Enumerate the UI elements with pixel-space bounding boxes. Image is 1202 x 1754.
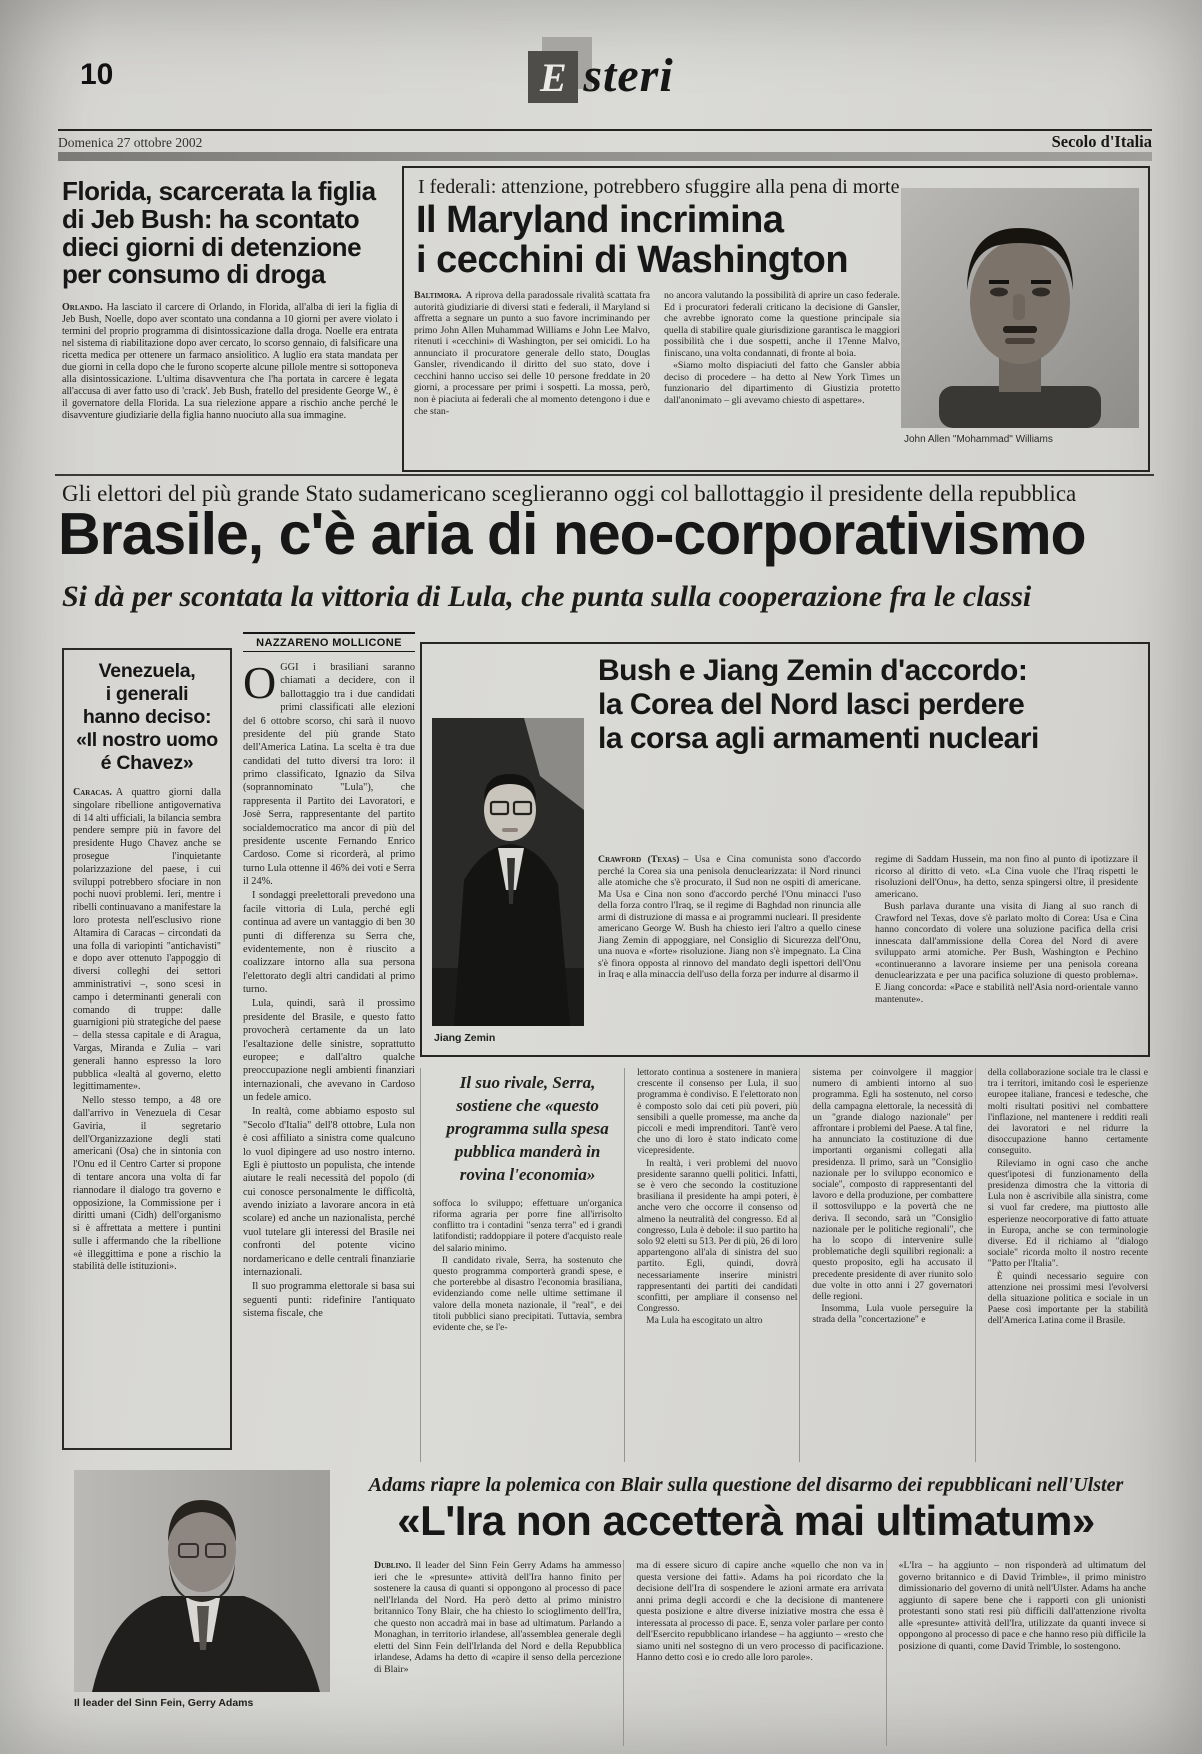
venezuela-headline: Venezuela, i generali hanno deciso: «Il nostro uomo é Chavez» bbox=[76, 660, 218, 774]
newspaper-name: Secolo d'Italia bbox=[1051, 132, 1152, 151]
ira-col-2: ma di essere sicuro di capire anche «quello che non va in questa versione dei fatti». Adams ha poi ricordato che la decisione dell'Ira di sospendere le azioni armate era arrivata anni prima degli accordi e che la decisione di mantenere questa posizione e altre diverse iniziative mostra che essa è interessata al processo di pace. E, senza voler parlare per conto dell'Esercito repubblicano irlandese – ha aggiunto – «resto che siamo uniti nel sostegno di un vero processo di pacificazione. Hanno detto così e io credo alle loro parole». bbox=[623, 1560, 885, 1746]
maryland-dateline: Baltimora. bbox=[414, 290, 462, 302]
ira-col-3: «L'Ira – ha aggiunto – non risponderà ad ultimatum del governo britannico e di David Trimble», il primo ministro dimissionario del governo di unità nell'Ulster. Adams ha anche aggiunto di sapere bene che i rapporti con gli unionisti protestanti sono stati resi più difficili dall'attenzione rivolta alle «presunte» attività dell'Ira, utilizzate da quanti invece si oppongono al processo di pace e che hanno reso più difficile la posizione di quanti, come David Trimble, lo sostengono. bbox=[886, 1560, 1148, 1746]
brasile-column-1 bbox=[243, 632, 415, 1460]
article-venezuela bbox=[62, 648, 232, 1450]
maryland-columns bbox=[414, 290, 900, 458]
byline: NAZZARENO MOLLICONE bbox=[243, 632, 415, 652]
brasile-col1-body: OGGI i brasiliani saranno chiamati a decidere, con il ballottaggio tra i due candidati primi classificati alle elezioni del 6 ottobre scorso, chi sarà il nuovo presidente del più grande Stato dell'America Latina. La scelta è tra due candidati del tutto diversi tra loro: il primo classificato, Ignazio da Silva (soprannominato "Lula"), che rappresenta il Partito dei Lavoratori, e Josè Serra, rappresentante del partito socialdemocratico ma ancor di più del presidente uscente Fernando Enrico Cardoso. Come si ricorderà, al primo turno Lula ottenne il 46% dei voti e Serra il 24%. I sondaggi preelettorali prevedono una facile vittoria di Lula, perché egli continua ad avere un vantaggio di ben 30 punti di differenza su Serra che, evidentemente, non è riuscito a coalizzare intorno alla sua persona l'elettorato degli altri candidati al primo turno. Lula, quindi, sarà il prossimo presidente del Brasile, e questo fatto provocherà certamente da un lato l'esaltazione delle sinistre, soprattutto europee; e dall'altro qualche preoccupazione negli ambienti finanziari internazionali, che avevano in Cardoso un fedele amico. In realtà, come abbiamo esposto sul "Secolo d'Italia" dell'8 ottobre, Lula non è così affiliato a sinistra come qualcuno lo vuol dipingere ad uso nostro interno. Egli è piuttosto un populista, che intende aiutare le reali necessità del popolo (di cui conosce personalmente le difficoltà, avendo iniziato a lavorare ancora in età scolare) ed anche un nazionalista, perché vuol tutelare gli interessi del Brasile nei confronti del potente vicino nordamericano e delle centrali finanziarie internazionali. Il suo programma elettorale si basa sui seguenti punti: ridefinire l'antiquato sistema fiscale, che bbox=[243, 661, 415, 1319]
section-title: steri bbox=[583, 49, 674, 102]
section-initial-logo: E bbox=[528, 51, 578, 103]
ira-col-1: Dublino. Il leader del Sinn Fein Gerry Adams ha ammesso ieri che le «presunte» attività dell'Ira hanno finito per sostenere la causa di quanti si oppongono al processo di pace nell'Irlanda del Nord. Ha però detto al primo ministro britannico Tony Blair, che ha chiesto lo scioglimento dell'Ira, che questo non accadrà mai in base ad ultimatum. Parlando a Monaghan, in territorio irlandese, all'assemblea generale degli eletti del Sinn Fein dell'Irlanda del Nord e della Repubblica irlandese, Adams ha detto di «capire il senso della percezione di Blair» bbox=[374, 1560, 622, 1675]
issue-date: Domenica 27 ottobre 2002 bbox=[58, 135, 203, 150]
brasile-band-col4: della collaborazione sociale tra le classi e tra i territori, imitando così le esperienze europee italiane, francesi e tedesche, che molti risultati positivi nel combattere l'inflazione, nel mantenere i redditi reali dei lavoratori e nel ridurre la disoccupazione hanno certamente conseguito. Rileviamo in ogni caso che anche quest'ipotesi di funzionamento della presidenza dimostra che la vittoria di Lula non è ascrivibile alla sinistra, come si vuol far credere, ma piuttosto alle esperienze neocorporative di fatto attuate in Europa, anche se con terminologie diverse. Ed il richiamo al "dialogo sociale" ricorda molto il nostro recente "Patto per l'Italia". È quindi necessario seguire con attenzione nei prossimi mesi l'evolversi della situazione politica e sociale in un Paese così importante per la stabilità dell'America Latina come il Brasile. bbox=[975, 1068, 1150, 1462]
pull-quote: Il suo rivale, Serra, sostiene che «questo programma sulla spesa pubblica manderà in rovina l'economia» bbox=[446, 1073, 609, 1184]
banner-rule bbox=[55, 474, 1154, 476]
ira-dateline: Dublino. bbox=[374, 1560, 412, 1571]
jiang-col-1: Crawford (Texas) – Usa e Cina comunista sono d'accordo perché la Corea sia una penisola denuclearizzata: il Nord rinunci alle atomiche che s'è procurato, il Sud non ne ospiti di americane. Ma Usa e Cina non sono d'accordo perché l'Onu minacci l'uso della forza contro l'Iraq, se il regime di Baghdad non rinuncia alle armi di distruzione di massa e ai programmi nucleari. Il presidente americano George W. Bush ha chiesto ieri l'altro a quello cinese Jiang Zemin di appoggiare, nel Consiglio di Sicurezza dell'Onu, una nuova e «forte» risoluzione. Jiang non s'è impegnato. La Cina s'è finora opposta al rinnovo del mandato degli ispettori dell'Onu in Iraq e alla minaccia dell'uso della forza per indurre al disarmo il bbox=[598, 854, 861, 981]
maryland-col-2: no ancora valutando la possibilità di aprire un caso federale. Ed i procuratori federali criticano la decisione di Gansler, che avrebbe ignorato come la questione principale sia quella di stabilire quale giurisdizione garantisca le maggiori possibilità che i due sospetti, anche il 17enne Malvo, finiscano, una volta condannati, di fronte al boia. «Siamo molto dispiaciuti del fatto che Gansler abbia deciso di procedere – ha detto al New York Times un funzionario del dipartimento di Giustizia protetto dall'anonimato – gli avevamo chiesto di aspettare». bbox=[664, 290, 900, 406]
brasile-lower-columns bbox=[420, 1068, 1150, 1462]
williams-mugshot-photo bbox=[901, 188, 1139, 428]
williams-photo-caption: John Allen "Mohammad" Williams bbox=[904, 434, 1053, 445]
header-daterow bbox=[58, 132, 1152, 152]
maryland-headline: Il Maryland incrimina i cecchini di Washington bbox=[416, 199, 849, 281]
brasile-headline: Brasile, c'è aria di neo-corporativismo bbox=[58, 501, 1086, 567]
jiang-zemin-photo bbox=[432, 718, 584, 1026]
brasile-pullquote-column bbox=[420, 1068, 624, 1462]
header-thick-rule bbox=[58, 152, 1152, 161]
florida-body: Orlando. Ha lasciato il carcere di Orlando, in Florida, all'alba di ieri la figlia di Jeb Bush, Noelle, dopo aver scontato una condanna a 10 giorni per avere violato i termini del proprio programma di disintossicazione dalla droga. Noelle era entrata nel sistema di riabilitazione dopo aver cercato, lo scorso gennaio, di falsificare una ricetta medica per ottenere un farmaco ansiolitico. A luglio era stata mandata per due giorni in cella dopo che le furono scoperte alcune pillole mentre si sottoponeva alla disintossicazione. L'ultima disavventura che l'ha portata in carcere è legata all'accusa di aver fatto uso di 'crack'. Jeb Bush, fratello del presidente George W., è il governatore della Florida. La sua rielezione appare a rischio anche perché le disavventure giudiziarie della figlia hanno nuociuto alla sua immagine. bbox=[62, 302, 398, 422]
adams-photo-caption: Il leader del Sinn Fein, Gerry Adams bbox=[74, 1697, 254, 1709]
jiang-headline: Bush e Jiang Zemin d'accordo: la Corea del Nord lasci perdere la corsa agli armamenti nucleari bbox=[598, 654, 1039, 756]
venezuela-body: Caracas. A quattro giorni dalla singolare ribellione antigovernativa di 14 alti ufficiali, la bilancia sembra pendere sempre più in favore del presidente Hugo Chavez anche se prosegue l'inquietante polarizzazione del paese, i cui sviluppi potrebbero sfociare in non pochi nuovi problemi. Ieri, mentre i ribelli continuavano a manifestare la loro protesta nell'esclusivo rione Altamira di Caracas – circondati da una folla di variopinti "antichavisti" e dopo aver ottenuto l'appoggio di diversi colleghi dei settori amministrativi –, sono scesi in campo i determinanti generali con comando di truppe: dalle guarnigioni più strategiche del paese – della stessa capitale e di Aragua, Vargas, Miranda e Zulia – vari generali hanno espresso la loro pubblica «lealtà al governo, eletto legittimamente». Nello stesso tempo, a 48 ore dall'arrivo in Venezuela di Cesar Gaviria, il segretario dell'Organizzazione degli stati americani (Osa) che in sintonia con l'Onu ed il Centro Carter si propone di tentare ancora una volta di far riannodare il dialogo tra governo e opposizione, la Commissione per i diritti umani (Cidh) dell'organismo si è affrettata a mettere i puntini sulle i affermando che la ribellione «è illeggittima e pone a rischio la stabilità delle istituzioni». bbox=[73, 787, 221, 1273]
ira-kicker: Adams riapre la polemica con Blair sulla questione del disarmo dei repubblicani nell'Ulster bbox=[368, 1474, 1124, 1496]
venezuela-dateline: Caracas. bbox=[73, 787, 112, 798]
ira-columns bbox=[362, 1560, 1148, 1746]
article-jiang-zemin bbox=[420, 642, 1150, 1057]
maryland-kicker: I federali: attenzione, potrebbero sfuggire alla pena di morte bbox=[418, 176, 900, 198]
article-maryland bbox=[402, 166, 1150, 472]
drop-cap: O bbox=[243, 661, 277, 708]
section-masthead bbox=[0, 48, 1202, 103]
page-number: 10 bbox=[80, 58, 114, 91]
brasile-kicker: Gli elettori del più grande Stato sudamericano sceglieranno oggi col ballottaggio il presidente della repubblica bbox=[62, 481, 1077, 506]
article-florida bbox=[62, 178, 398, 470]
article-ira-adams bbox=[62, 1470, 1150, 1748]
jiang-photo-caption: Jiang Zemin bbox=[434, 1032, 496, 1044]
maryland-col-1: Baltimora. A riprova della paradossale rivalità scattata fra autorità giudiziarie di diversi stati e federali, il Maryland si affretta a segnare un punto a suo favore incriminando per primo John Allen Muhammad Williams e John Lee Malvo, ritenuti i «cecchini» di Washington, per sei omicidi. Lo ha annunciato il procuratore generale dello stato, Douglas Gansler, rivendicando il diritto del suo stato, dove i cecchini hanno ucciso sei delle 10 persone freddate in 20 giorni, a processare per primi i sospetti. La mossa, però, non è piaciuta ai federali che al momento detengono i due e che stan- bbox=[414, 290, 650, 417]
jiang-columns bbox=[598, 854, 1138, 1046]
florida-headline: Florida, scarcerata la figlia di Jeb Bush: ha scontato dieci giorni di detenzione per consumo di droga bbox=[62, 176, 376, 290]
brasile-band-col3: sistema per coinvolgere il maggior numero di ambienti intorno al suo programma. Egli ha sostenuto, nel corso della campagna elettorale, la necessità di un "grande dialogo nazionale" per affrontare i problemi del Paese. A tal fine, ha annunciato la costituzione di due importanti organismi collegati alla presidenza. Il primo, sarà un "Consiglio nazionale per lo sviluppo economico e sociale", composto di rappresentanti del lavoro e della produzione, per combattere il sottosviluppo e la povertà che ne deriva. Il secondo, sarà un "Consiglio nazionale per le politiche regionali", che ha lo scopo di intervenire sulle problematiche degli squilibri regionali: a questo proposito, egli ha accusato il precedente presidente di aver riunito solo due volte in otto anni i 27 governatori delle regioni. Insomma, Lula vuole perseguire la strada della "concertazione" e bbox=[799, 1068, 974, 1462]
florida-dateline: Orlando. bbox=[62, 302, 103, 314]
jiang-col-2: regime di Saddam Hussein, ma non fino al punto di ipotizzare il ricorso al diritto di veto. «La Cina vuole che l'Iraq rispetti le risoluzioni dell'Onu», ha detto, senza spingersi oltre, il presidente americano. Bush parlava durante una visita di Jiang al suo ranch di Crawford nel Texas, dove s'è parlato molto di Corea: Usa e Cina hanno concordato di volere una soluzione pacifica della crisi innescata dall'ammissione della Corea del Nord di avere sviluppato armi atomiche. Per Bush, Washington e Pechino «continueranno a lavorare insieme per una penisola coreana denuclearizzata e per una pacifica soluzione di questo problema». E Jiang concorda: «Pace e stabilità nell'Asia nord-orientale vanno mantenute». bbox=[875, 854, 1138, 1005]
jiang-dateline: Crawford (Texas) bbox=[598, 854, 680, 865]
ira-headline: «L'Ira non accetterà mai ultimatum» bbox=[397, 1497, 1095, 1544]
brasile-subhead: Si dà per scontata la vittoria di Lula, che punta sulla cooperazione fra le classi bbox=[62, 580, 1032, 613]
brasile-band-col1-body: soffoca lo sviluppo; effettuare un'organica riforma agraria per porre fine all'irrisolto conflitto tra i contadini "senza terra" ed i grandi latifondisti; raddoppiare il potere d'acquisto reale del salario minimo. Il candidato rivale, Serra, ha sostenuto che questo programma comporterà grandi spese, e che porterebbe al disastro l'economia brasiliana, evidenziando come nelle ultime settimane il valore della moneta nazionale, il "real", e dei titoli pubblici siano precipitati. Tuttavia, sembra evidente che, se l'e- bbox=[433, 1198, 623, 1333]
gerry-adams-photo bbox=[74, 1470, 330, 1692]
header-rule bbox=[58, 129, 1152, 131]
brasile-band-col2: lettorato continua a sostenere in maniera crescente il consenso per Lula, il suo programma è condiviso. E l'elettorato non è composto solo dai ceti più poveri, più sensibili a quelle promesse, ma anche da piccoli e medi imprenditori. Tant'è vero che uno di loro è stato indicato come vicepresidente. In realtà, i veri problemi del nuovo presidente saranno quelli politici. Infatti, se è vero che secondo la costituzione brasiliana il presidente ha ampi poteri, è anche vero che occorre il consenso od almeno la neutralità del congresso. Ed al congresso, Lula è debole: il suo partito ha solo 92 eletti su 513. Per di più, 26 di loro appartengono all'ala di sinistra del suo partito. Egli, quindi, dovrà necessariamente inserire ministri rappresentanti dei partiti dei candidati sconfitti, per ampliare il consenso nel Congresso. Ma Lula ha escogitato un altro bbox=[624, 1068, 799, 1462]
